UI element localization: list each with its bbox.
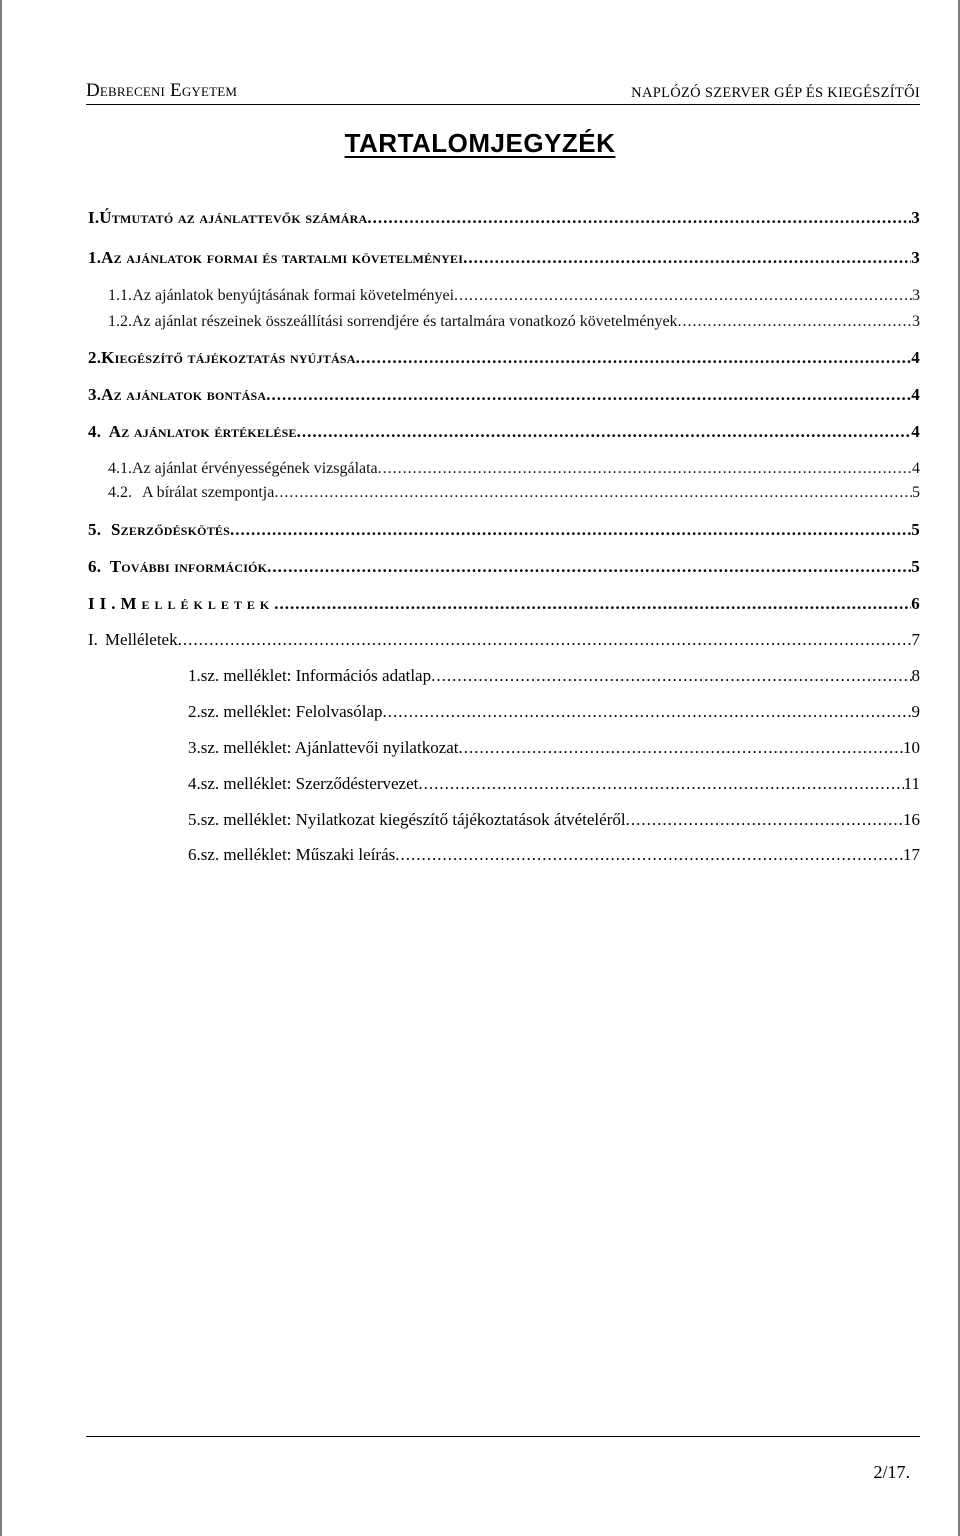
toc-number: 5. [188,810,201,829]
toc-number: I. [88,630,98,649]
toc-entry[interactable] [108,460,920,478]
toc-page: 5 [912,484,920,501]
toc-number: 4. [188,774,201,793]
toc-page: 4 [912,460,920,477]
toc-entry[interactable] [88,248,920,268]
toc-entry[interactable] [108,484,920,502]
toc-page: 17 [903,845,920,864]
toc-title: Az ajánlatok benyújtásának formai követelményei [132,287,455,304]
toc-leader [367,208,911,228]
toc-entry[interactable] [108,287,920,305]
toc-title: Kiegészítő tájékoztatás nyújtása [101,348,356,367]
toc-entry[interactable] [88,422,920,442]
toc-number: 3. [188,738,201,757]
toc-entry[interactable] [188,810,920,830]
toc-entry[interactable] [188,738,920,758]
toc-title: Az ajánlatok bontása [101,385,267,404]
toc-page: 8 [911,666,920,685]
toc-page: 4 [911,348,920,367]
toc-title: A bírálat szempontja [141,484,275,501]
toc-entry[interactable] [88,594,920,614]
toc-leader [454,287,912,305]
toc-number: 1.2. [108,313,132,330]
toc-page: 10 [903,738,920,757]
toc-page: 6 [911,594,920,613]
header-institution: Debreceni Egyetem [86,80,238,101]
toc-entry[interactable] [88,520,920,540]
toc-page: 4 [911,385,920,404]
toc-title: sz. melléklet: Nyilatkozat kiegészítő tájékoztatások átvételéről [200,810,626,829]
toc-entry[interactable] [188,845,920,865]
toc-number: I. [88,208,100,227]
toc-number: 4.1. [108,460,132,477]
toc-title: sz. melléklet: Információs adatlap [200,666,432,685]
toc-title: sz. melléklet: Felolvasólap [200,702,383,721]
toc-leader [178,630,912,650]
toc-leader [274,594,911,614]
page-number: 2/17. [873,1462,910,1482]
toc-leader [274,484,912,502]
toc-number: 5. [88,520,102,539]
toc-page: 4 [911,422,920,441]
toc-number: 1. [188,666,201,685]
toc-entry[interactable] [88,557,920,577]
toc-page: 3 [912,313,920,330]
toc-number: 3. [88,385,102,404]
toc-page: 3 [912,287,920,304]
toc-leader [678,313,912,331]
toc-title: Az ajánlat érvényességének vizsgálata [132,460,378,477]
toc-title: Az ajánlat részeinek összeállítási sorrendjére és tartalmára vonatkozó követelmények [132,313,678,330]
toc-number: 6. [88,557,102,576]
toc-leader [626,810,903,830]
toc-entry[interactable] [188,666,920,686]
toc-leader [267,557,911,577]
toc-leader [230,520,911,540]
toc-entry[interactable] [88,208,920,228]
toc-title: sz. melléklet: Szerződéstervezet [200,774,419,793]
toc-leader [356,348,912,368]
toc-number: 2. [88,348,102,367]
page-header [86,72,920,102]
toc-page: 11 [903,774,920,793]
toc-title: Szerződéskötés [111,520,230,539]
toc-number: 4. [88,422,102,441]
toc-entry[interactable] [108,313,920,331]
toc-leader [459,738,903,758]
page-title: TARTALOMJEGYZÉK [344,128,616,158]
toc-page: 7 [911,630,920,649]
toc-leader [297,422,912,442]
header-document-subject: NAPLÓZÓ SZERVER GÉP ÉS KIEGÉSZÍTŐI [631,85,920,101]
toc-leader [383,702,912,722]
toc-entry[interactable] [88,630,920,650]
toc-page: 5 [911,520,920,539]
toc-page: 16 [903,810,920,829]
toc-page: 3 [911,248,920,267]
toc-title: sz. melléklet: Műszaki leírás [200,845,396,864]
toc-leader [418,774,903,794]
toc-title: Melléletek [104,630,178,649]
toc-title: Mellékletek [120,594,275,613]
toc-number: 6. [188,845,201,864]
toc-title: sz. melléklet: Ajánlattevői nyilatkozat [200,738,459,757]
toc-page: 9 [911,702,920,721]
toc-title: Az ajánlatok formai és tartalmi követelményei [101,248,464,267]
footer-rule [86,1436,920,1437]
toc-entry[interactable] [188,702,920,722]
toc-page: 5 [911,557,920,576]
toc-entry[interactable] [88,348,920,368]
toc-title: Útmutató az ajánlattevők számára [99,208,368,227]
toc-leader [463,248,911,268]
toc-number: 1.1. [108,287,132,304]
toc-number: II. [88,594,121,613]
toc-number: 2. [188,702,201,721]
toc-title: Az ajánlatok értékelése [108,422,297,441]
toc-leader [431,666,911,686]
toc-leader [395,845,903,865]
toc-leader [378,460,912,478]
toc-number: 1. [88,248,102,267]
header-rule [86,104,920,105]
page-left-border [0,0,2,1536]
toc-page: 3 [911,208,920,227]
toc-leader [266,385,911,405]
toc-entry[interactable] [188,774,920,794]
toc-entry[interactable] [88,385,920,405]
toc-number: 4.2. [108,484,132,501]
toc-title: További információk [109,557,268,576]
